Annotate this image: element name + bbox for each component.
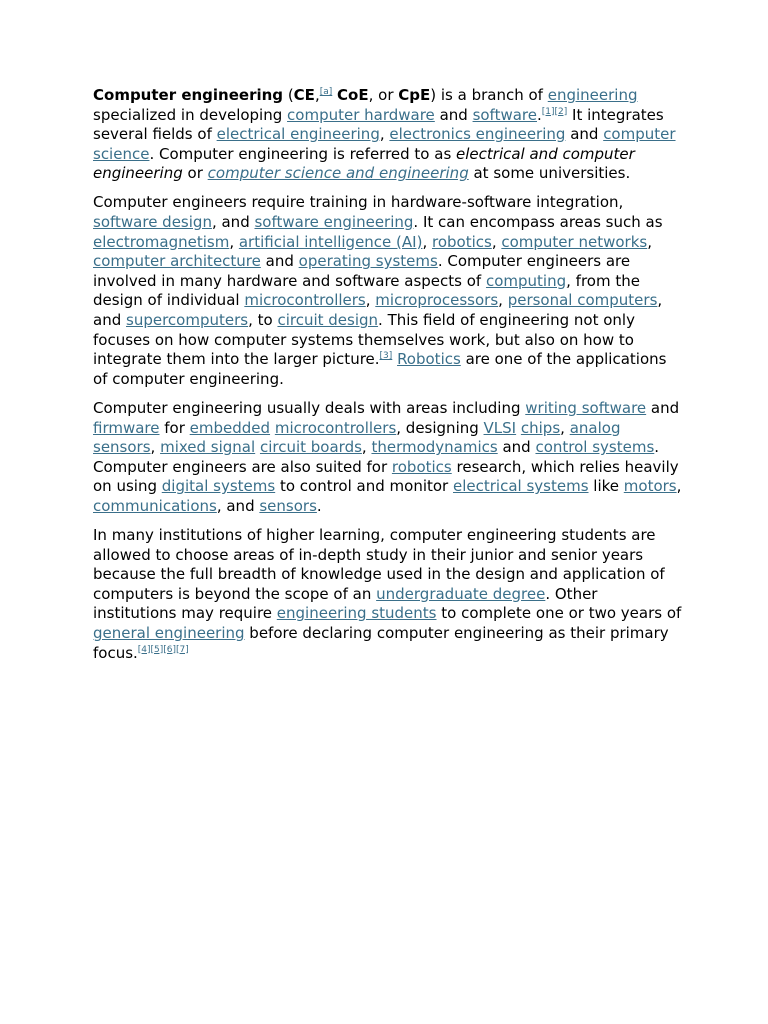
text-run: In many institutions of higher learning, computer engineering students are allowed to choose areas of in-depth study in their junior and senior years because the full breadth of knowledge used in the design and application of computers is beyond the scope of an	[93, 525, 665, 603]
link-personal-computers[interactable]: personal computers	[507, 291, 658, 310]
citation	[176, 645, 189, 655]
text-run: . Computer engineers are involved in many hardware and software aspects of	[93, 252, 631, 290]
text-run: ,	[379, 125, 390, 144]
link-vlsi[interactable]: VLSI	[483, 418, 517, 437]
link-control-systems[interactable]: control systems	[535, 438, 655, 457]
text-run: , and	[211, 213, 255, 232]
text-run: ,	[647, 232, 652, 251]
link-analog[interactable]: analog	[569, 418, 621, 437]
citation	[555, 107, 568, 117]
text-run: and	[497, 438, 536, 457]
text-run: (	[283, 86, 294, 104]
link-computer-networks[interactable]: computer networks	[501, 232, 648, 251]
paragraph-4	[93, 526, 683, 663]
paragraph-1	[93, 86, 683, 184]
text-run: ) is a branch of	[430, 86, 548, 104]
text-run: ,	[314, 86, 320, 104]
text-run: specialized in developing	[93, 105, 288, 124]
link-engineering[interactable]: engineering	[547, 86, 638, 104]
link-writing-software[interactable]: writing software	[525, 398, 647, 417]
link-computer-architecture[interactable]: computer architecture	[93, 252, 261, 271]
text-run: ,	[422, 232, 432, 251]
citation-link-3[interactable]: [3]	[379, 351, 393, 362]
text-run: ,	[229, 232, 239, 251]
text-run: Computer engineers require training in hardware-software integration,	[93, 193, 624, 212]
citation-link-4[interactable]: [4]	[137, 644, 151, 655]
link-robotics[interactable]: robotics	[391, 457, 452, 476]
link-robotics[interactable]: robotics	[431, 232, 492, 251]
citation	[138, 645, 151, 655]
link-communications[interactable]: communications	[93, 496, 217, 515]
text-run: . Computer engineering is referred to as	[149, 144, 457, 163]
link-firmware[interactable]: firmware	[93, 418, 160, 437]
link-computer-science[interactable]: computer science	[93, 125, 676, 163]
article-body	[93, 86, 683, 673]
link-electronics-engineering[interactable]: electronics engineering	[389, 125, 566, 144]
italic-term: electrical and computer engineering	[93, 144, 635, 183]
text-run: or	[182, 164, 208, 183]
text-run: , or	[368, 86, 399, 104]
text-run: ,	[498, 291, 508, 310]
link-robotics[interactable]: Robotics	[397, 350, 461, 369]
text-run: and	[434, 105, 473, 124]
bold-term: CoE	[337, 86, 369, 104]
text-run: and	[565, 125, 604, 144]
citation	[163, 645, 176, 655]
text-run: for	[159, 418, 190, 437]
link-software[interactable]: software	[472, 105, 537, 124]
citation-link-6[interactable]: [6]	[163, 644, 177, 655]
text-run: research, which relies heavily on using	[93, 457, 679, 496]
paragraph-3	[93, 399, 683, 517]
citation-link-a[interactable]: [a]	[319, 87, 333, 97]
text-run: . Computer engineers are also suited for	[93, 438, 660, 476]
text-run: ,	[365, 291, 376, 310]
text-run: Computer engineering usually deals with areas including	[93, 398, 526, 417]
text-run: .	[536, 105, 542, 124]
link-sensors[interactable]: sensors	[93, 438, 151, 457]
link-sensors[interactable]: sensors	[259, 496, 317, 515]
text-run: . It can encompass areas such as	[413, 213, 663, 232]
link-artificial-intelligence-ai[interactable]: artificial intelligence (AI)	[238, 232, 423, 251]
text-run: It integrates several fields of	[93, 105, 664, 144]
citation-link-2[interactable]: [2]	[554, 106, 568, 117]
text-run: .	[316, 496, 322, 515]
text-run: ,	[560, 418, 570, 437]
text-run: , and	[93, 291, 663, 330]
citation	[151, 645, 164, 655]
text-run: and	[260, 252, 299, 271]
text-run: . Other institutions may require	[93, 584, 598, 623]
text-run: at some universities.	[468, 164, 631, 183]
link-engineering-students[interactable]: engineering students	[276, 604, 437, 623]
link-thermodynamics[interactable]: thermodynamics	[371, 438, 498, 457]
text-run: ,	[676, 477, 682, 496]
link-embedded[interactable]: embedded	[189, 418, 271, 437]
link-computer-science-and-engineering[interactable]: computer science and engineering	[207, 164, 469, 183]
link-circuit-boards[interactable]: circuit boards	[259, 438, 362, 457]
text-run: , designing	[396, 418, 484, 437]
text-run: ,	[491, 232, 502, 251]
text-run: like	[588, 477, 624, 496]
citation-link-7[interactable]: [7]	[176, 644, 189, 655]
link-mixed-signal[interactable]: mixed signal	[160, 438, 256, 457]
text-run: and	[646, 398, 680, 417]
text-run: to complete one or two years of	[436, 604, 682, 623]
text-run: , and	[216, 496, 260, 515]
link-microcontrollers[interactable]: microcontrollers	[244, 291, 366, 310]
link-general-engineering[interactable]: general engineering	[93, 623, 245, 642]
link-digital-systems[interactable]: digital systems	[161, 477, 276, 496]
link-chips[interactable]: chips	[520, 418, 561, 437]
link-circuit-design[interactable]: circuit design	[277, 311, 379, 330]
citation	[542, 107, 555, 117]
text-run: , from the design of individual	[93, 271, 640, 310]
text-run: to control and monitor	[275, 477, 453, 496]
text-run: ,	[150, 438, 161, 457]
text-run: are one of the applications of computer engineering.	[93, 350, 667, 388]
link-software-engineering[interactable]: software engineering	[254, 213, 414, 232]
link-supercomputers[interactable]: supercomputers	[126, 311, 249, 330]
link-electrical-engineering[interactable]: electrical engineering	[216, 125, 380, 144]
text-run: ,	[361, 438, 372, 457]
link-microprocessors[interactable]: microprocessors	[375, 291, 499, 310]
paragraph-2	[93, 193, 683, 389]
citation-link-1[interactable]: [1]	[541, 106, 555, 117]
bold-term: CpE	[398, 86, 431, 104]
text-run: , to	[248, 311, 278, 330]
link-microcontrollers[interactable]: microcontrollers	[274, 418, 397, 437]
link-electromagnetism[interactable]: electromagnetism	[93, 232, 230, 251]
bold-term: CE	[293, 86, 315, 104]
link-electrical-systems[interactable]: electrical systems	[453, 477, 589, 496]
link-motors[interactable]: motors	[623, 477, 677, 496]
link-undergraduate-degree[interactable]: undergraduate degree	[376, 584, 546, 603]
text-run: before declaring computer engineering as their primary focus.	[93, 623, 669, 662]
link-software-design[interactable]: software design	[93, 213, 212, 232]
text-run: . This field of engineering not only focuses on how computer systems themselves work, but also on how to integrate them into the larger picture.	[93, 311, 635, 369]
link-computer-hardware[interactable]: computer hardware	[287, 105, 435, 124]
citation	[320, 87, 333, 97]
link-operating-systems[interactable]: operating systems	[298, 252, 438, 271]
link-computing[interactable]: computing	[485, 271, 567, 290]
citation	[380, 351, 393, 361]
bold-term: Computer engineering	[93, 86, 284, 104]
citation-link-5[interactable]: [5]	[150, 644, 164, 655]
